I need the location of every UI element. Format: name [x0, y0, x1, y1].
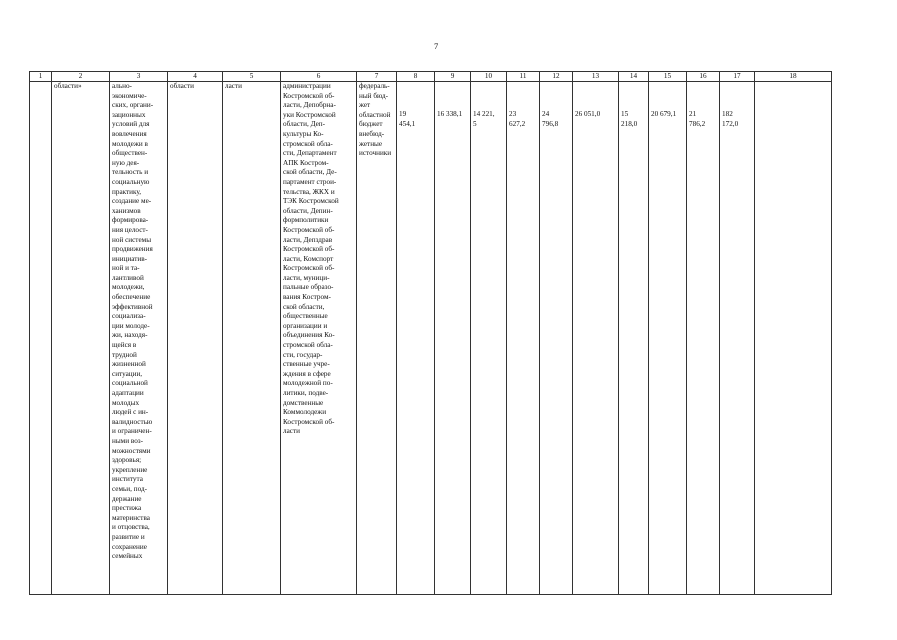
executor-line: ласти, муници-	[283, 273, 330, 282]
table-row	[30, 82, 832, 595]
executor-line: объединения Ко-	[283, 331, 335, 340]
description-line: людей с ин-	[112, 408, 149, 417]
description-line: сохранение	[112, 542, 147, 551]
description-line: можностями	[112, 446, 151, 455]
cell-col-7-funding-sources	[357, 82, 397, 595]
executor-line: Костромской об-	[283, 417, 335, 426]
executor-line: АПК Костром-	[283, 158, 329, 167]
funding-source-line: жетные	[359, 139, 383, 148]
description-line: молодежи в	[112, 139, 148, 148]
description-line: и ограничен-	[112, 427, 152, 436]
description-line: ции молоде-	[112, 321, 150, 330]
funding-value-line: 21	[689, 110, 697, 118]
executor-line: ждения в сфере	[283, 369, 331, 378]
executor-line: Костромской об-	[283, 264, 335, 273]
executor-line: вания Костром-	[283, 293, 331, 302]
funding-value-line: 218,0	[621, 119, 638, 128]
executor-line: Костромской об-	[283, 245, 335, 254]
header-cell: 13	[573, 72, 619, 82]
executor-line: пальные образо-	[283, 283, 334, 292]
description-line: эффективной	[112, 302, 153, 311]
cell-col-15	[649, 82, 687, 595]
description-lines	[112, 82, 165, 562]
executor-line: Коммолодежи	[283, 408, 327, 417]
executor-line: Костромской об-	[283, 225, 335, 234]
executors-lines	[283, 82, 354, 437]
executor-line: сти, Департамент	[283, 149, 337, 158]
header-cell: 14	[619, 72, 649, 82]
description-line: молодежи,	[112, 283, 145, 292]
cell-col-18	[755, 82, 832, 595]
header-cell: 3	[110, 72, 168, 82]
page-number: 7	[434, 41, 439, 51]
header-cell: 10	[471, 72, 507, 82]
cell-col-14	[619, 82, 649, 595]
funding-source-line: ный бюд-	[359, 91, 389, 100]
description-line: семейных	[112, 552, 143, 561]
executor-line: формполитики	[283, 216, 329, 225]
description-line: формирова-	[112, 216, 149, 225]
header-cell: 9	[435, 72, 471, 82]
header-cell: 4	[168, 72, 223, 82]
header-cell: 18	[755, 72, 832, 82]
cell-col-4: области	[168, 82, 223, 595]
funding-value-line: 14 221,	[473, 110, 495, 118]
executor-line: домственные	[283, 398, 324, 407]
executor-line: стромской обла-	[283, 341, 333, 350]
executor-line: уки Костромской	[283, 110, 336, 119]
executor-line: ской области,	[283, 302, 325, 311]
funding-value-line: 19	[399, 110, 407, 118]
cell-col-13	[573, 82, 619, 595]
description-line: зационных	[112, 110, 146, 119]
funding-value-line: 16 338,1	[437, 110, 463, 118]
cell-col-8	[397, 82, 435, 595]
header-cell: 8	[397, 72, 435, 82]
description-line: экономиче-	[112, 91, 147, 100]
description-line: тельность и	[112, 168, 149, 177]
header-cell: 7	[357, 72, 397, 82]
executor-line: ласти	[283, 427, 300, 436]
executor-line: администрации	[283, 82, 331, 90]
description-line: развитие и	[112, 532, 145, 541]
cell-col-3-description	[110, 82, 168, 595]
executor-line: ской области, Де-	[283, 168, 337, 177]
description-line: социальную	[112, 177, 150, 186]
executor-line: области, Деп-	[283, 120, 326, 129]
header-cell: 6	[281, 72, 357, 82]
cell-col-11	[507, 82, 540, 595]
funding-value-line: 5	[473, 119, 477, 128]
funding-value-line: 627,2	[509, 119, 526, 128]
description-line: обеспечение	[112, 293, 151, 302]
description-line: ских, органи-	[112, 101, 154, 110]
cell-col-2: области»	[52, 82, 110, 595]
description-line: держание	[112, 494, 142, 503]
executor-line: ласти, Депздрав	[283, 235, 333, 244]
funding-sources-lines	[359, 82, 394, 159]
header-cell: 2	[52, 72, 110, 82]
description-line: ния целост-	[112, 225, 148, 234]
executor-line: стромской обла-	[283, 139, 333, 148]
executor-line: ственные учре-	[283, 360, 330, 369]
funding-source-line: жет	[359, 101, 371, 110]
funding-value-line: 15	[621, 110, 629, 118]
cell-col-5: ласти	[223, 82, 281, 595]
funding-source-line: федераль-	[359, 82, 390, 90]
executor-line: ласти, Комспорт	[283, 254, 334, 263]
description-line: жизненной	[112, 360, 146, 369]
description-line: трудной	[112, 350, 137, 359]
description-line: инициатив-	[112, 254, 148, 263]
description-line: ными воз-	[112, 436, 144, 445]
header-cell: 11	[507, 72, 540, 82]
description-line: адаптации	[112, 389, 144, 397]
executor-line: организации и	[283, 321, 328, 330]
description-line: ханизмов	[112, 206, 141, 215]
funding-value-line: 454,1	[399, 119, 416, 128]
funding-source-line: областной	[359, 110, 391, 119]
cell-col-1	[30, 82, 52, 595]
cell-col-17	[720, 82, 755, 595]
header-row	[30, 72, 832, 82]
header-cell: 17	[720, 72, 755, 82]
executor-line: литики, подве-	[283, 389, 329, 397]
description-line: вовлечения	[112, 129, 147, 138]
cell-col-16	[687, 82, 720, 595]
funding-source-line: источники	[359, 149, 392, 158]
description-line: обществен-	[112, 149, 148, 158]
executor-line: общественные	[283, 312, 328, 321]
cell-col-10	[471, 82, 507, 595]
executor-line: Костромской об-	[283, 91, 335, 100]
executor-line: сти, государ-	[283, 350, 323, 359]
header-cell: 15	[649, 72, 687, 82]
description-line: института	[112, 475, 143, 484]
header-cell: 5	[223, 72, 281, 82]
description-line: материнства	[112, 513, 150, 522]
executor-line: ласти, Депобрна-	[283, 101, 336, 110]
description-line: укрепление	[112, 465, 148, 474]
description-line: социализа-	[112, 312, 146, 321]
description-line: создание ме-	[112, 197, 152, 206]
description-line: ную дея-	[112, 158, 140, 167]
description-line: молодых	[112, 398, 140, 407]
description-line: престижа	[112, 504, 142, 513]
header-cell: 16	[687, 72, 720, 82]
description-line: условий для	[112, 120, 150, 129]
funding-value-line: 182	[722, 110, 733, 118]
description-line: семьи, под-	[112, 484, 148, 493]
description-line: щейся в	[112, 341, 137, 350]
description-line: ально-	[112, 82, 132, 90]
funding-source-line: внебюд-	[359, 129, 385, 138]
funding-source-line: бюджет	[359, 120, 383, 129]
funding-value-line: 24	[542, 110, 550, 118]
description-line: ситуации,	[112, 369, 143, 378]
funding-value-line: 23	[509, 110, 517, 118]
description-line: ной системы	[112, 235, 152, 244]
executor-line: партамент строи-	[283, 177, 337, 186]
description-line: социальной	[112, 379, 148, 388]
description-line: ной и та-	[112, 264, 140, 273]
funding-value-line: 26 051,0	[575, 110, 601, 118]
description-line: лантливой	[112, 273, 144, 282]
description-line: здоровья;	[112, 456, 142, 465]
executor-line: области, Депин-	[283, 206, 333, 215]
description-line: практику,	[112, 187, 142, 196]
description-line: и отцовства,	[112, 523, 150, 532]
description-line: жи, находя-	[112, 331, 148, 340]
cell-col-12	[540, 82, 573, 595]
header-cell: 12	[540, 72, 573, 82]
executor-line: молодежной по-	[283, 379, 333, 388]
funding-value-line: 172,0	[722, 119, 739, 128]
description-line: продвижения	[112, 245, 153, 254]
funding-value-line: 20 679,1	[651, 110, 677, 118]
cell-col-6-executors	[281, 82, 357, 595]
description-line: валидностью	[112, 417, 153, 426]
budget-table	[29, 71, 832, 595]
funding-value-line: 786,2	[689, 119, 706, 128]
executor-line: ТЭК Костромской	[283, 197, 339, 206]
executor-line: тельства, ЖКХ и	[283, 187, 335, 196]
cell-col-9	[435, 82, 471, 595]
funding-value-line: 796,8	[542, 119, 559, 128]
header-cell: 1	[30, 72, 52, 82]
executor-line: культуры Ко-	[283, 129, 324, 138]
